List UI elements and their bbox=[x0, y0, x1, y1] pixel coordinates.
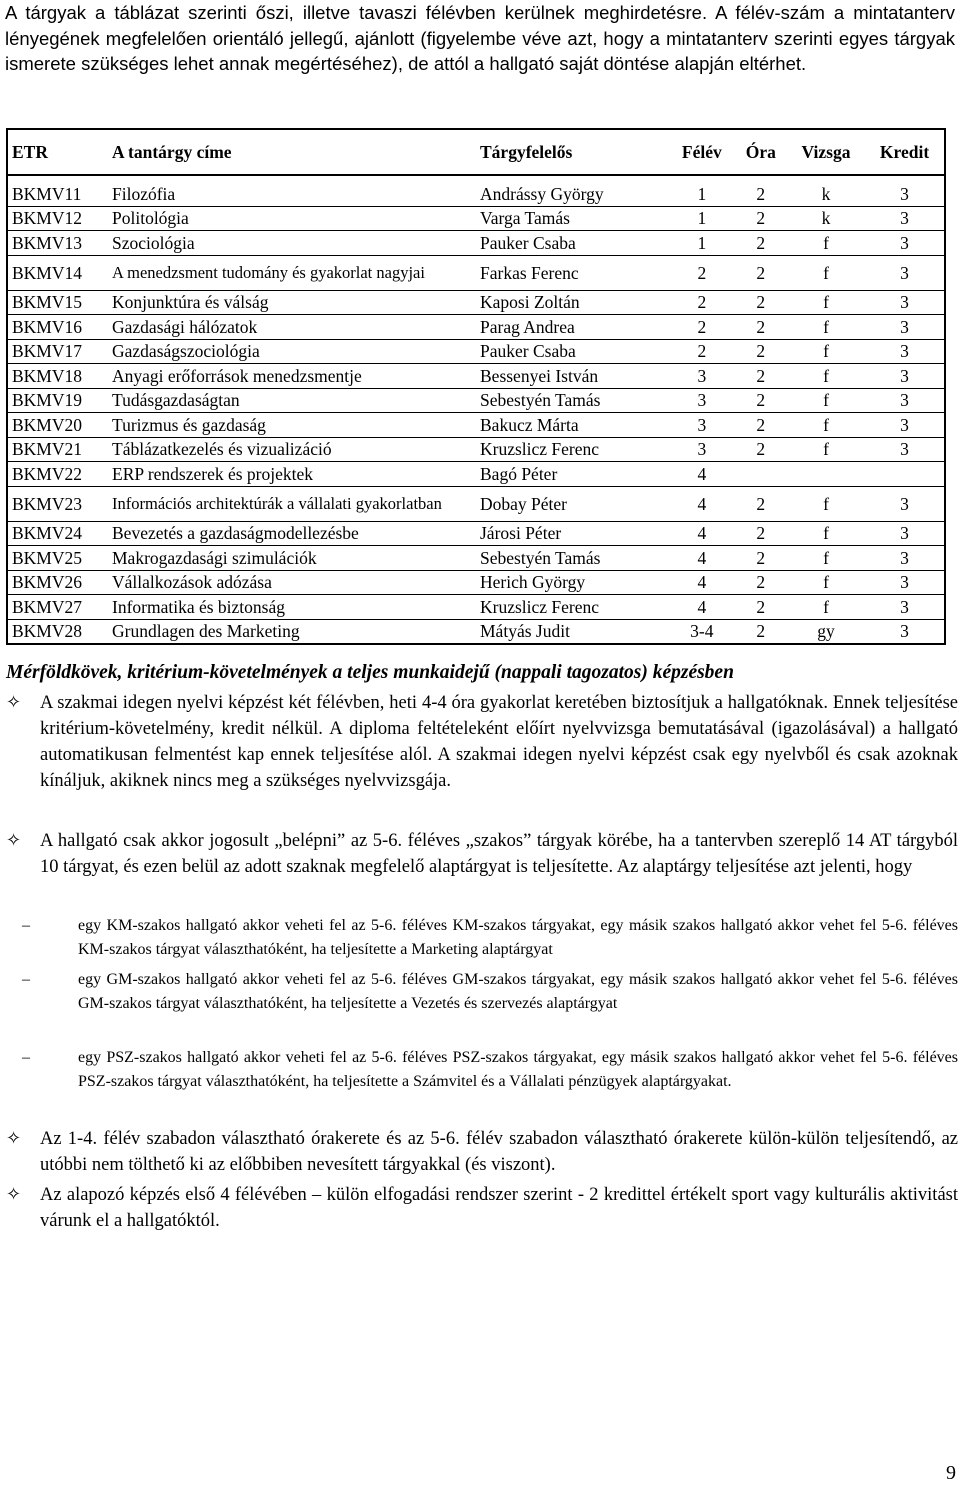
semester-cell: 3 bbox=[669, 437, 735, 462]
etr-cell: BKMV26 bbox=[7, 570, 108, 595]
hours-cell: 2 bbox=[735, 388, 787, 413]
bullet-item bbox=[6, 1126, 958, 1178]
table-row bbox=[7, 388, 945, 413]
credit-cell: 3 bbox=[865, 521, 945, 546]
table-row bbox=[7, 255, 945, 290]
semester-cell: 4 bbox=[669, 462, 735, 487]
header-course-title: A tantárgy címe bbox=[108, 129, 476, 175]
hours-cell: 2 bbox=[735, 437, 787, 462]
course-title-cell: Konjunktúra és válság bbox=[108, 290, 476, 315]
credit-cell: 3 bbox=[865, 486, 945, 521]
header-hours: Óra bbox=[735, 129, 787, 175]
course-title-cell: A menedzsment tudomány és gyakorlat nagyjai bbox=[108, 255, 476, 290]
exam-cell: f bbox=[787, 546, 865, 571]
etr-cell: BKMV25 bbox=[7, 546, 108, 571]
course-title-cell: Táblázatkezelés és vizualizáció bbox=[108, 437, 476, 462]
responsible-cell: Pauker Csaba bbox=[476, 231, 669, 256]
hours-cell: 2 bbox=[735, 486, 787, 521]
exam-cell: f bbox=[787, 413, 865, 438]
responsible-cell: Bakucz Márta bbox=[476, 413, 669, 438]
etr-cell: BKMV28 bbox=[7, 619, 108, 644]
responsible-cell: Dobay Péter bbox=[476, 486, 669, 521]
semester-cell: 2 bbox=[669, 315, 735, 340]
responsible-cell: Herich György bbox=[476, 570, 669, 595]
hours-cell: 2 bbox=[735, 413, 787, 438]
exam-cell: f bbox=[787, 521, 865, 546]
table-row bbox=[7, 231, 945, 256]
section-title: Mérföldkövek, kritérium-követelmények a teljes munkaidejű (nappali tagozatos) képzésben bbox=[6, 662, 734, 683]
hours-cell: 2 bbox=[735, 339, 787, 364]
semester-cell: 4 bbox=[669, 521, 735, 546]
exam-cell: k bbox=[787, 175, 865, 206]
course-title-cell: Filozófia bbox=[108, 175, 476, 206]
credit-cell: 3 bbox=[865, 315, 945, 340]
exam-cell: f bbox=[787, 486, 865, 521]
hours-cell bbox=[735, 462, 787, 487]
hours-cell: 2 bbox=[735, 255, 787, 290]
course-title-cell: Turizmus és gazdaság bbox=[108, 413, 476, 438]
exam-cell: f bbox=[787, 231, 865, 256]
header-semester: Félév bbox=[669, 129, 735, 175]
semester-cell: 4 bbox=[669, 570, 735, 595]
course-title-cell: Bevezetés a gazdaságmodellezésbe bbox=[108, 521, 476, 546]
responsible-cell: Andrássy György bbox=[476, 175, 669, 206]
credit-cell: 3 bbox=[865, 175, 945, 206]
semester-cell: 3 bbox=[669, 413, 735, 438]
hours-cell: 2 bbox=[735, 521, 787, 546]
etr-cell: BKMV15 bbox=[7, 290, 108, 315]
responsible-cell: Kruzslicz Ferenc bbox=[476, 595, 669, 620]
table-row bbox=[7, 521, 945, 546]
table-row bbox=[7, 206, 945, 231]
credit-cell: 3 bbox=[865, 413, 945, 438]
credit-cell: 3 bbox=[865, 255, 945, 290]
course-title-cell: Gazdasági hálózatok bbox=[108, 315, 476, 340]
semester-cell: 3 bbox=[669, 364, 735, 389]
credit-cell: 3 bbox=[865, 364, 945, 389]
sub-list-item bbox=[22, 968, 958, 1016]
responsible-cell: Pauker Csaba bbox=[476, 339, 669, 364]
etr-cell: BKMV16 bbox=[7, 315, 108, 340]
course-title-cell: Makrogazdasági szimulációk bbox=[108, 546, 476, 571]
bullet-item bbox=[6, 690, 958, 794]
exam-cell bbox=[787, 462, 865, 487]
exam-cell: gy bbox=[787, 619, 865, 644]
sub-list-item bbox=[22, 914, 958, 962]
semester-cell: 1 bbox=[669, 231, 735, 256]
exam-cell: f bbox=[787, 315, 865, 340]
credit-cell: 3 bbox=[865, 290, 945, 315]
sub-item-text: egy KM-szakos hallgató akkor veheti fel az 5-6. féléves KM-szakos tárgyakat, egy másik szakos hallgató akkor vehet fel 5-6. féléves KM-szakos tárgyat választhatóként, ha teljesítette a Marketing alaptárgyat bbox=[78, 917, 958, 958]
exam-cell: f bbox=[787, 570, 865, 595]
table-row bbox=[7, 619, 945, 644]
sub-item-text: egy GM-szakos hallgató akkor veheti fel az 5-6. féléves GM-szakos tárgyakat, egy másik szakos hallgató akkor vehet fel 5-6. féléves GM-szakos tárgyat választhatóként, ha teljesítette a Vezetés és szervezés alaptárgyat bbox=[78, 971, 958, 1012]
table-row bbox=[7, 437, 945, 462]
etr-cell: BKMV12 bbox=[7, 206, 108, 231]
exam-cell: f bbox=[787, 437, 865, 462]
table-row bbox=[7, 462, 945, 487]
semester-cell: 1 bbox=[669, 206, 735, 231]
diamond-bullet-icon: ✧ bbox=[6, 1184, 22, 1205]
curriculum-table bbox=[6, 128, 946, 645]
header-etr: ETR bbox=[7, 129, 108, 175]
hours-cell: 2 bbox=[735, 206, 787, 231]
credit-cell: 3 bbox=[865, 339, 945, 364]
bullet-item bbox=[6, 828, 958, 880]
credit-cell: 3 bbox=[865, 595, 945, 620]
responsible-cell: Mátyás Judit bbox=[476, 619, 669, 644]
exam-cell: f bbox=[787, 290, 865, 315]
table-row bbox=[7, 486, 945, 521]
exam-cell: f bbox=[787, 339, 865, 364]
exam-cell: f bbox=[787, 595, 865, 620]
diamond-bullet-icon: ✧ bbox=[6, 830, 22, 851]
sub-list-item bbox=[22, 1046, 958, 1094]
semester-cell: 3 bbox=[669, 388, 735, 413]
responsible-cell: Varga Tamás bbox=[476, 206, 669, 231]
bullet-item bbox=[6, 1182, 958, 1234]
dash-bullet-icon: – bbox=[22, 917, 30, 934]
semester-cell: 1 bbox=[669, 175, 735, 206]
table-row bbox=[7, 175, 945, 206]
table-row bbox=[7, 315, 945, 340]
responsible-cell: Parag Andrea bbox=[476, 315, 669, 340]
course-title-cell: Anyagi erőforrások menedzsmentje bbox=[108, 364, 476, 389]
bullet-text: A hallgató csak akkor jogosult „belépni” az 5-6. féléves „szakos” tárgyak körébe, ha a tantervben szereplő 14 AT tárgyból 10 tárgyat, és ezen belül az adott szaknak megfelelő alaptárgyat is teljesítette. Az alaptárgy teljesítése azt jelenti, hogy bbox=[40, 831, 958, 877]
hours-cell: 2 bbox=[735, 619, 787, 644]
hours-cell: 2 bbox=[735, 231, 787, 256]
etr-cell: BKMV22 bbox=[7, 462, 108, 487]
hours-cell: 2 bbox=[735, 570, 787, 595]
exam-cell: f bbox=[787, 255, 865, 290]
responsible-cell: Bessenyei István bbox=[476, 364, 669, 389]
header-exam: Vizsga bbox=[787, 129, 865, 175]
course-title-cell: Grundlagen des Marketing bbox=[108, 619, 476, 644]
semester-cell: 4 bbox=[669, 595, 735, 620]
credit-cell: 3 bbox=[865, 546, 945, 571]
exam-cell: f bbox=[787, 388, 865, 413]
sub-item-text: egy PSZ-szakos hallgató akkor veheti fel az 5-6. féléves PSZ-szakos tárgyakat, egy másik szakos hallgató akkor vehet fel 5-6. féléves PSZ-szakos tárgyat választhatóként, ha teljesítette a Számvitel és a Vállalati pénzügyek alaptárgyakat. bbox=[78, 1049, 958, 1090]
etr-cell: BKMV27 bbox=[7, 595, 108, 620]
table-row bbox=[7, 364, 945, 389]
bullet-text: Az 1-4. félév szabadon választható órakerete és az 5-6. félév szabadon választható órakerete külön-külön teljesítendő, az utóbbi nem tölthető ki az előbbiben nevesített tárgyakkal (és viszont). bbox=[40, 1129, 958, 1175]
etr-cell: BKMV23 bbox=[7, 486, 108, 521]
responsible-cell: Bagó Péter bbox=[476, 462, 669, 487]
course-title-cell: Vállalkozások adózása bbox=[108, 570, 476, 595]
semester-cell: 2 bbox=[669, 339, 735, 364]
table-row bbox=[7, 413, 945, 438]
exam-cell: f bbox=[787, 364, 865, 389]
hours-cell: 2 bbox=[735, 290, 787, 315]
diamond-bullet-icon: ✧ bbox=[6, 692, 22, 713]
course-title-cell: Tudásgazdaságtan bbox=[108, 388, 476, 413]
etr-cell: BKMV24 bbox=[7, 521, 108, 546]
responsible-cell: Kruzslicz Ferenc bbox=[476, 437, 669, 462]
etr-cell: BKMV19 bbox=[7, 388, 108, 413]
table-header-row bbox=[7, 129, 945, 175]
table-body bbox=[7, 175, 945, 644]
bullet-text: Az alapozó képzés első 4 félévében – külön elfogadási rendszer szerint - 2 kredittel értékelt sport vagy kulturális aktivitást várunk el a hallgatóktól. bbox=[40, 1185, 958, 1231]
semester-cell: 4 bbox=[669, 546, 735, 571]
course-title-cell: ERP rendszerek és projektek bbox=[108, 462, 476, 487]
responsible-cell: Sebestyén Tamás bbox=[476, 388, 669, 413]
course-title-cell: Szociológia bbox=[108, 231, 476, 256]
responsible-cell: Kaposi Zoltán bbox=[476, 290, 669, 315]
table-row bbox=[7, 570, 945, 595]
credit-cell: 3 bbox=[865, 619, 945, 644]
hours-cell: 2 bbox=[735, 546, 787, 571]
table-row bbox=[7, 595, 945, 620]
credit-cell: 3 bbox=[865, 206, 945, 231]
hours-cell: 2 bbox=[735, 595, 787, 620]
course-title-cell: Gazdaságszociológia bbox=[108, 339, 476, 364]
etr-cell: BKMV20 bbox=[7, 413, 108, 438]
dash-bullet-icon: – bbox=[22, 971, 30, 988]
etr-cell: BKMV14 bbox=[7, 255, 108, 290]
course-title-cell: Információs architektúrák a vállalati gyakorlatban bbox=[108, 486, 476, 521]
bullet-text: A szakmai idegen nyelvi képzést két félévben, heti 4-4 óra gyakorlat keretében biztosítjuk a hallgatóknak. Ennek teljesítése kritérium-követelmény, kredit nélkül. A diploma feltételeként előírt nyelvvizsga bemutatásával (igazolásával) a hallgató automatikusan felmentést kap ennek teljesítése alól. A szakmai idegen nyelvi képzést csak egy nyelvből és csak azoknak kínáljuk, akiknek nincs meg a szükséges nyelvvizsgája. bbox=[40, 693, 958, 791]
header-credit: Kredit bbox=[865, 129, 945, 175]
etr-cell: BKMV18 bbox=[7, 364, 108, 389]
table-row bbox=[7, 546, 945, 571]
etr-cell: BKMV11 bbox=[7, 175, 108, 206]
responsible-cell: Farkas Ferenc bbox=[476, 255, 669, 290]
hours-cell: 2 bbox=[735, 175, 787, 206]
course-title-cell: Informatika és biztonság bbox=[108, 595, 476, 620]
course-title-cell: Politológia bbox=[108, 206, 476, 231]
diamond-bullet-icon: ✧ bbox=[6, 1128, 22, 1149]
semester-cell: 2 bbox=[669, 290, 735, 315]
header-responsible: Tárgyfelelős bbox=[476, 129, 669, 175]
table-row bbox=[7, 339, 945, 364]
hours-cell: 2 bbox=[735, 315, 787, 340]
etr-cell: BKMV21 bbox=[7, 437, 108, 462]
credit-cell: 3 bbox=[865, 570, 945, 595]
credit-cell bbox=[865, 462, 945, 487]
credit-cell: 3 bbox=[865, 388, 945, 413]
intro-paragraph: A tárgyak a táblázat szerinti őszi, illetve tavaszi félévben kerülnek meghirdetésre. A félév-szám a mintatanterv lényegének megfelelően orientáló jellegű, ajánlott (figyelembe véve azt, hogy a mintatanterv szerinti egyes tárgyak ismerete szükséges lehet annak megértéséhez), de attól a hallgató saját döntése alapján eltérhet. bbox=[5, 2, 955, 74]
semester-cell: 4 bbox=[669, 486, 735, 521]
credit-cell: 3 bbox=[865, 231, 945, 256]
responsible-cell: Járosi Péter bbox=[476, 521, 669, 546]
exam-cell: k bbox=[787, 206, 865, 231]
dash-bullet-icon: – bbox=[22, 1049, 30, 1066]
semester-cell: 3-4 bbox=[669, 619, 735, 644]
credit-cell: 3 bbox=[865, 437, 945, 462]
responsible-cell: Sebestyén Tamás bbox=[476, 546, 669, 571]
hours-cell: 2 bbox=[735, 364, 787, 389]
etr-cell: BKMV17 bbox=[7, 339, 108, 364]
semester-cell: 2 bbox=[669, 255, 735, 290]
page-number: 9 bbox=[946, 1462, 956, 1484]
table-row bbox=[7, 290, 945, 315]
etr-cell: BKMV13 bbox=[7, 231, 108, 256]
